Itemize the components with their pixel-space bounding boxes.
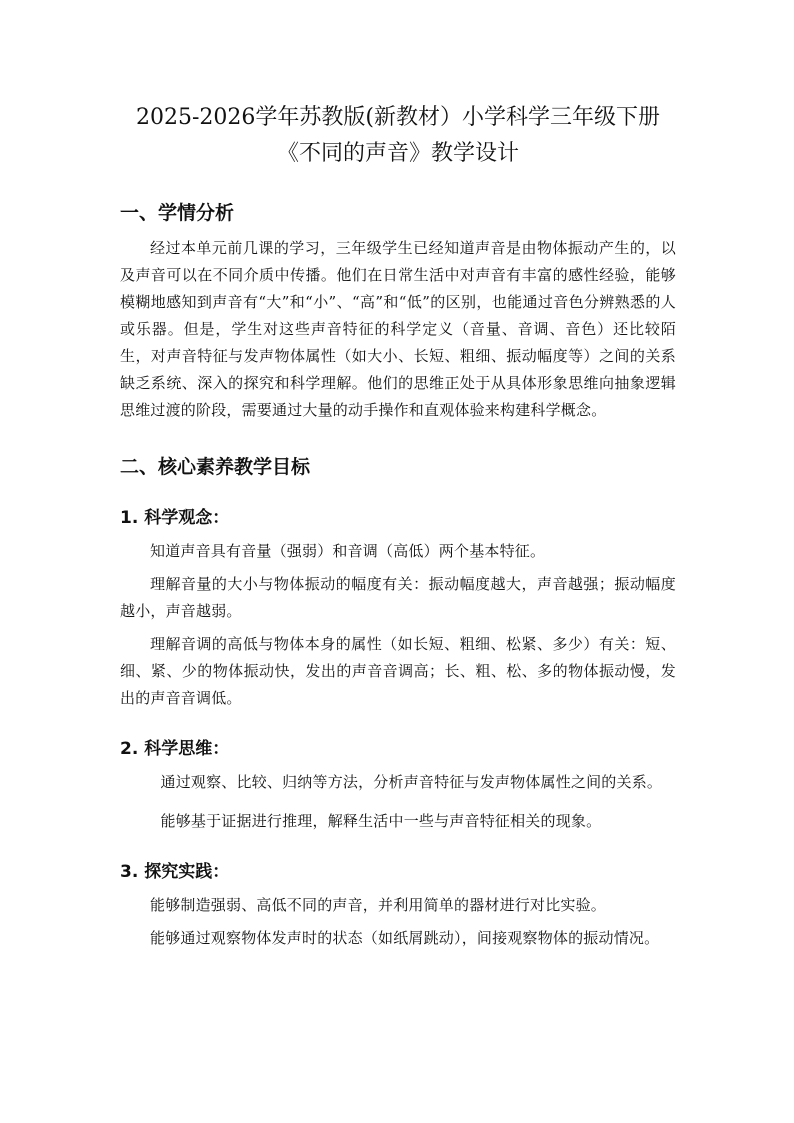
thinking-paragraph-1: 通过观察、比较、归纳等方法，分析声音特征与发声物体属性之间的关系。 <box>160 773 663 791</box>
concept-paragraph-3: 理解音调的高低与物体本身的属性（如长短、粗细、松紧、多少）有关：短、细、紧、少的物体振动快，发出的声音音调高；长、粗、松、多的物体振动慢，发出的声音音调低。 <box>120 635 676 707</box>
practice-paragraph-1: 能够制造强弱、高低不同的声音，并利用简单的器材进行对比实验。 <box>150 896 607 914</box>
analysis-paragraph: 经过本单元前几课的学习，三年级学生已经知道声音是由物体振动产生的，以及声音可以在不同介质中传播。他们在日常生活中对声音有丰富的感性经验，能够模糊地感知到声音有“大”和“小”、“高”和“低”的区别，也能通过音色分辨熟悉的人或乐器。但是，学生对这些声音特征的科学定义（音量、音调、音色）还比较陌生，对声音特征与发声物体属性（如大小、长短、粗细、振动幅度等）之间的关系缺乏系统、深入的探究和科学理解。他们的思维正处于从具体形象思维向抽象逻辑思维过渡的阶段，需要通过大量的动手操作和直观体验来构建科学概念。 <box>120 239 676 419</box>
title-line-2: 《不同的声音》教学设计 <box>276 141 519 166</box>
document-page <box>120 100 676 952</box>
title-line-1: 2025-2026学年苏教版(新教材）小学科学三年级下册 <box>136 105 660 130</box>
section-heading-objectives: 二、核心素养教学目标 <box>120 456 311 478</box>
concept-paragraph-1: 知道声音具有音量（强弱）和音调（高低）两个基本特征。 <box>150 542 546 560</box>
subheading-science-concept: 1. 科学观念： <box>120 508 230 528</box>
section-heading-analysis: 一、学情分析 <box>120 202 235 224</box>
practice-paragraph-2: 能够通过观察物体发声时的状态（如纸屑跳动），间接观察物体的振动情况。 <box>150 929 660 947</box>
subheading-inquiry-practice: 3. 探究实践： <box>120 862 230 882</box>
concept-paragraph-2: 理解音量的大小与物体振动的幅度有关：振动幅度越大，声音越强；振动幅度越小，声音越弱。 <box>120 575 676 620</box>
thinking-paragraph-2: 能够基于证据进行推理，解释生活中一些与声音特征相关的现象。 <box>160 812 602 830</box>
document-title <box>120 100 676 172</box>
subheading-science-thinking: 2. 科学思维： <box>120 739 230 759</box>
